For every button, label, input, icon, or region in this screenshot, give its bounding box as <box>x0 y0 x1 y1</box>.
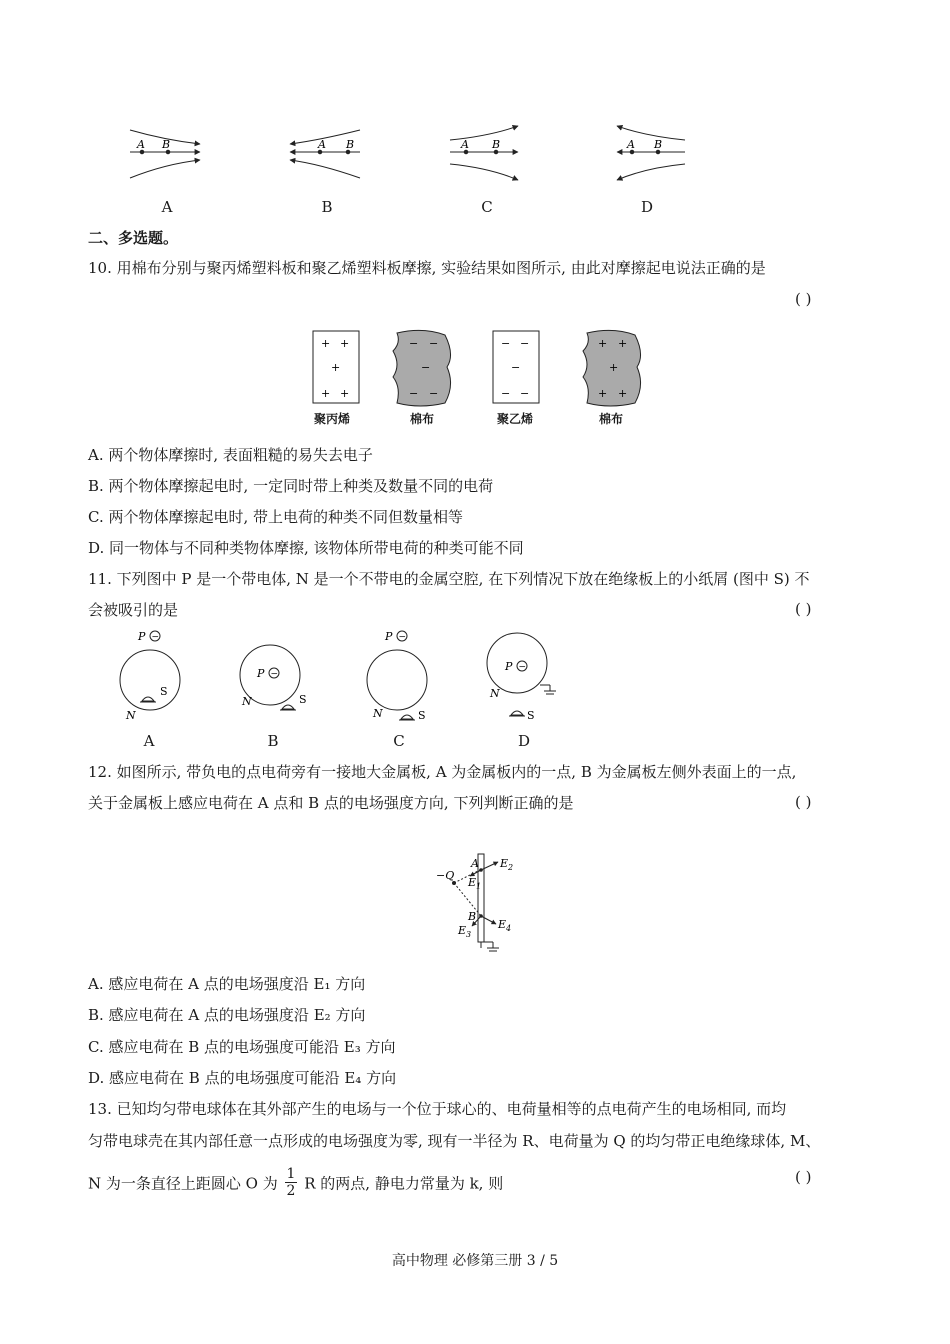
q13-answer-paren[interactable]: ( ) <box>795 1168 812 1186</box>
svg-text:+: + <box>618 387 628 400</box>
svg-text:−: − <box>409 337 419 350</box>
svg-text:A: A <box>471 857 479 870</box>
svg-text:−: − <box>270 669 279 680</box>
q9-label-b: B <box>321 198 333 216</box>
svg-text:E4: $E_4$ <box>498 918 512 933</box>
q10-option-c[interactable]: C. 两个物体摩擦起电时, 带上电荷的种类不同但数量相等 <box>88 508 464 526</box>
svg-text:A: A <box>318 138 326 151</box>
svg-text:−: − <box>151 632 160 643</box>
svg-text:S: S <box>299 693 307 706</box>
q12-figure <box>430 850 540 960</box>
svg-text:A: A <box>627 138 635 151</box>
svg-text:−: − <box>398 632 407 643</box>
q10-answer-paren[interactable]: ( ) <box>795 290 812 308</box>
svg-text:S: S <box>418 709 426 722</box>
q13-fraction-numerator: 1 <box>286 1166 296 1182</box>
q11-label-b: B <box>267 732 279 750</box>
q11-figure-c <box>367 630 427 722</box>
section-title: 二、多选题。 <box>88 229 179 247</box>
svg-text:N: N <box>242 695 252 708</box>
q9-figure-c <box>450 126 518 180</box>
svg-text:−: − <box>518 662 527 673</box>
svg-text:P: P <box>505 660 513 673</box>
q13-line3-pre: N 为一条直径上距圆心 O 为 <box>88 1174 278 1193</box>
svg-text:+: + <box>340 387 350 400</box>
q12-stem-line2: 关于金属板上感应电荷在 A 点和 B 点的电场强度方向, 下列判断正确的是 <box>88 794 574 812</box>
svg-text:A: A <box>137 138 145 151</box>
svg-text:N: N <box>373 707 383 720</box>
q13-line2: 匀带电球壳在其内部任意一点形成的电场强度为零, 现有一半径为 R、电荷量为 Q 的均匀带正电绝缘球体, M、 <box>88 1132 821 1150</box>
svg-text:P: P <box>138 630 146 643</box>
q9-label-c: C <box>481 198 493 216</box>
q11-label-d: D <box>517 732 531 750</box>
svg-text:+: + <box>598 337 608 350</box>
svg-text:+: + <box>321 337 331 350</box>
svg-text:S: S <box>527 709 535 722</box>
svg-text:E2: $E_2$ <box>500 857 514 872</box>
svg-text:−: − <box>511 361 521 374</box>
q13-fraction <box>285 1166 298 1199</box>
q11-figure-d <box>487 633 556 722</box>
q11-figure-a <box>120 630 180 722</box>
svg-text:−: − <box>429 337 439 350</box>
svg-text:+: + <box>618 337 628 350</box>
svg-text:−: − <box>520 387 530 400</box>
q13-line3 <box>88 1168 503 1201</box>
svg-text:B: B <box>654 138 663 151</box>
svg-text:+: + <box>340 337 350 350</box>
svg-text:N: N <box>490 687 500 700</box>
page-footer: 高中物理 必修第三册 3 / 5 <box>391 1253 559 1269</box>
q11-stem-line1: 11. 下列图中 P 是一个带电体, N 是一个不带电的金属空腔, 在下列情况下放在绝缘板上的小纸屑 (图中 S) 不 <box>88 570 810 588</box>
svg-text:B: B <box>492 138 501 151</box>
q9-label-d: D <box>640 198 654 216</box>
q11-label-a: A <box>143 732 155 750</box>
svg-text:B: B <box>468 910 477 923</box>
q10-option-d[interactable]: D. 同一物体与不同种类物体摩擦, 该物体所带电荷的种类可能不同 <box>88 539 524 557</box>
q9-figures <box>120 120 720 190</box>
svg-text:A: A <box>461 138 469 151</box>
svg-text:−Q: −Q <box>436 869 455 882</box>
q13-line3-post: R 的两点, 静电力常量为 k, 则 <box>304 1174 504 1193</box>
q12-option-d[interactable]: D. 感应电荷在 B 点的电场强度可能沿 E₄ 方向 <box>88 1069 397 1087</box>
q12-stem-line1: 12. 如图所示, 带负电的点电荷旁有一接地大金属板, A 为金属板内的一点, B 为金属板左侧外表面上的一点, <box>88 763 797 781</box>
svg-text:P: P <box>385 630 393 643</box>
svg-text:−: − <box>409 387 419 400</box>
svg-text:−: − <box>501 337 511 350</box>
q10-option-b[interactable]: B. 两个物体摩擦起电时, 一定同时带上种类及数量不同的电荷 <box>88 477 494 495</box>
q12-option-a[interactable]: A. 感应电荷在 A 点的电场强度沿 E₁ 方向 <box>88 975 366 993</box>
svg-text:N: N <box>126 709 136 722</box>
q12-option-b[interactable]: B. 感应电荷在 A 点的电场强度沿 E₂ 方向 <box>88 1006 366 1024</box>
svg-text:+: + <box>331 361 341 374</box>
svg-text:−: − <box>421 361 431 374</box>
q13-line1: 13. 已知均匀带电球体在其外部产生的电场与一个位于球心的、电荷量相等的点电荷产生的电场相同, 而均 <box>88 1100 787 1118</box>
svg-text:−: − <box>501 387 511 400</box>
q10-caption-cloth-1: 棉布 <box>409 412 434 426</box>
q11-figure-b <box>240 645 307 710</box>
svg-text:S: S <box>160 685 168 698</box>
q11-answer-paren[interactable]: ( ) <box>795 600 812 618</box>
svg-text:P: P <box>257 667 265 680</box>
svg-text:B: B <box>346 138 355 151</box>
q9-label-a: A <box>161 198 173 216</box>
q11-label-c: C <box>393 732 405 750</box>
svg-text:+: + <box>321 387 331 400</box>
q10-caption-polyethylene: 聚乙烯 <box>496 412 533 426</box>
svg-text:B: B <box>162 138 171 151</box>
q11-figure <box>110 625 580 725</box>
q10-stem: 10. 用棉布分别与聚丙烯塑料板和聚乙烯塑料板摩擦, 实验结果如图所示, 由此对摩擦起电说法正确的是 <box>88 259 766 277</box>
svg-text:+: + <box>609 361 619 374</box>
q12-answer-paren[interactable]: ( ) <box>795 793 812 811</box>
q13-fraction-denominator: 2 <box>286 1183 296 1199</box>
svg-text:−: − <box>429 387 439 400</box>
q9-figure-d <box>617 126 685 180</box>
q10-caption-cloth-2: 棉布 <box>598 412 623 426</box>
svg-text:+: + <box>598 387 608 400</box>
q12-option-c[interactable]: C. 感应电荷在 B 点的电场强度可能沿 E₃ 方向 <box>88 1038 396 1056</box>
q10-caption-polypropylene: 聚丙烯 <box>313 412 350 426</box>
svg-text:−: − <box>520 337 530 350</box>
svg-text:E3: $E_3$ <box>458 924 472 939</box>
svg-text:E1: $E_1$ <box>468 876 482 891</box>
q10-option-a[interactable]: A. 两个物体摩擦时, 表面粗糙的易失去电子 <box>88 446 373 464</box>
q11-stem-line2: 会被吸引的是 <box>88 601 179 619</box>
